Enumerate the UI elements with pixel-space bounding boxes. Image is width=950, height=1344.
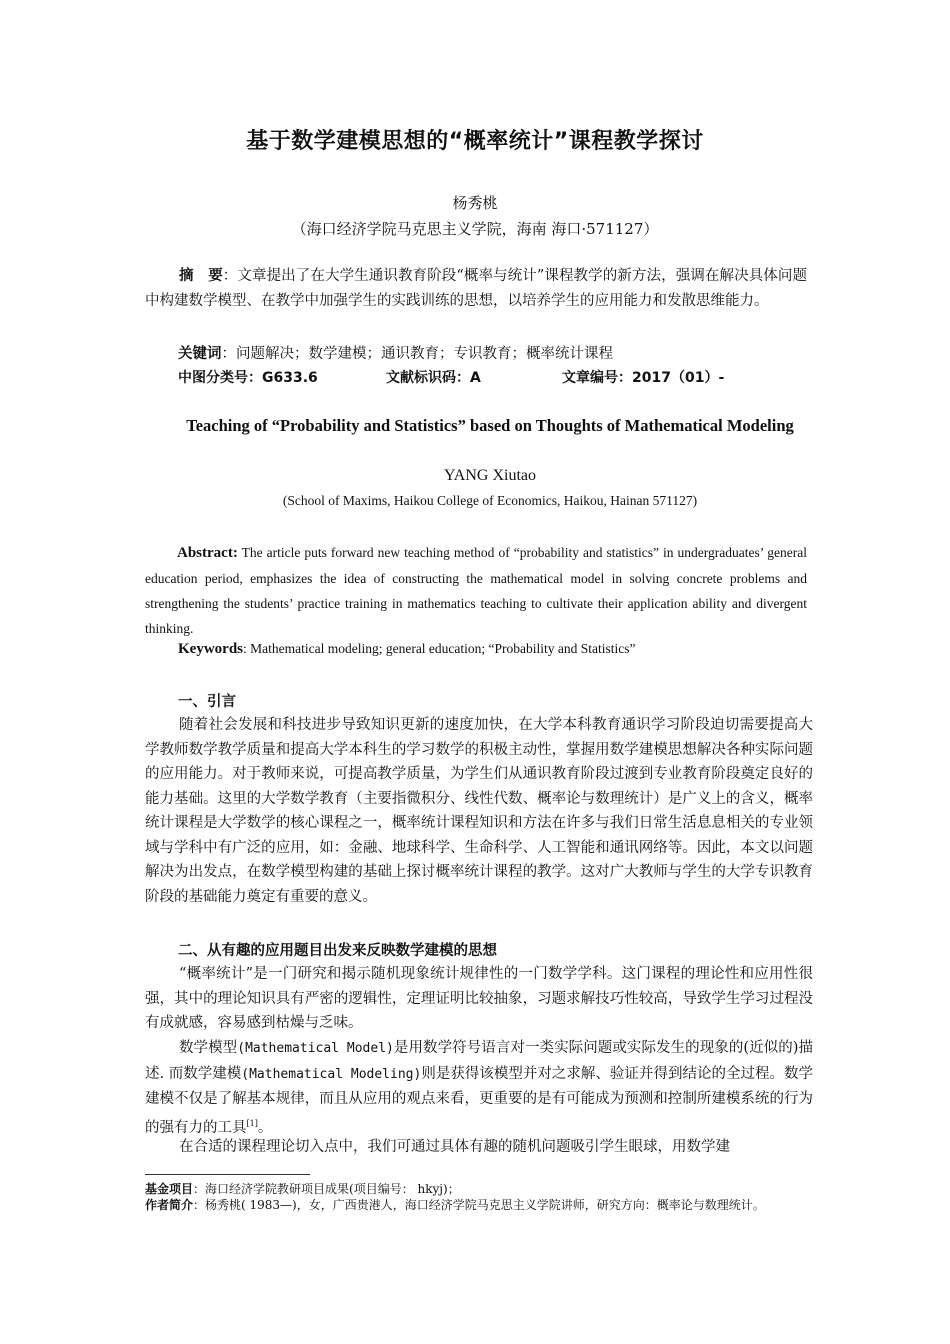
citation-ref[interactable]: [1]	[246, 1118, 258, 1128]
keywords-cn	[178, 342, 613, 363]
text-run: 是用数学符号语言对一类实际问题或实际发生的现象的	[393, 1040, 744, 1056]
footnote-fund-text: ：海口经济学院教研项目成果(项目编号： hkyj)；	[193, 1182, 460, 1196]
intro-paragraph: 随着社会发展和科技进步导致知识更新的速度加快，在大学本科教育通识学习阶段迫切需要提高大学教师数学教学质量和提高大学本科生的学习数学的积极主动性，掌握用数学建模思想解决各种实际问题的应用能力。对于教师来说，可提高教学质量，为学生们从通识教育阶段过渡到专业教育阶段奠定良好的能力基础。这里的大学数学教育（主要指微积分、线性代数、概率论与数理统计）是广义上的含义，概率统计课程是大学数学的核心课程之一，概率统计课程知识和方法在许多与我们日常生活息息相关的专业领域与学科中有广泛的应用，如：金融、地球科学、生命科学、人工智能和通讯网络等。因此，本文以问题解决为出发点，在数学模型构建的基础上探讨概率统计课程的教学。这对广大教师与学生的大学专识教育阶段的基础能力奠定有重要的意义。	[145, 717, 813, 905]
abstract-cn-label: 摘 要	[179, 268, 223, 284]
affiliation-cn: （海口经济学院马克思主义学院，海南 海口·571127）	[291, 220, 659, 238]
keywords-cn-label: 关键词	[178, 346, 222, 362]
text-run: 数学模型	[179, 1040, 238, 1056]
abstract-cn	[145, 264, 807, 314]
abstract-cn-text: ：文章提出了在大学生通识教育阶段“概率与统计”课程教学的新方法，强调在解决具体问题中构建数学模型、在教学中加强学生的实践训练的思想，以培养学生的应用能力和发散思维能力。	[145, 268, 807, 309]
text-run: 。	[257, 1119, 273, 1136]
footnote-author	[145, 1198, 815, 1212]
article-number: 文章编号：2017（01）-	[562, 370, 725, 386]
clc-number: 中图分类号：G633.6	[178, 370, 318, 386]
keywords-en-text: : Mathematical modeling; general education; “Probability and Statistics”	[243, 641, 636, 656]
abstract-en-label: Abstract:	[177, 545, 238, 561]
keywords-en	[178, 641, 636, 658]
document-code: 文献标识码：A	[386, 370, 481, 386]
footnote-fund-label: 基金项目	[145, 1182, 194, 1196]
text-run: 则是获得该模型并对之求解、验证并得到结论的全过程。数学建模不仅是了解基本规律，而且从应用的观点来看，更重要的是有可能成为预测和控制所建模系统的行为的强有力的工具	[145, 1065, 814, 1136]
section-heading-modeling: 二、从有趣的应用题目出发来反映数学建模的思想	[178, 943, 497, 959]
keywords-en-label: Keywords	[178, 641, 243, 657]
author-name-en: YANG Xiutao	[444, 467, 536, 484]
text-run: (近似的)描述. 而数学建模	[145, 1040, 813, 1082]
paper-title: 基于数学建模思想的“概率统计”课程教学探讨	[246, 129, 704, 154]
section-heading-intro: 一、引言	[178, 694, 236, 710]
text-run-mono: (Mathematical Modeling)	[241, 1066, 422, 1082]
modeling-paragraph-2	[145, 1036, 813, 1140]
keywords-cn-text: ：问题解决；数学建模；通识教育；专识教育；概率统计课程	[221, 346, 613, 362]
text-run-mono: (Mathematical Model)	[237, 1041, 394, 1056]
footnote-author-label: 作者简介	[145, 1198, 194, 1212]
paper-title-en: Teaching of “Probability and Statistics” based on Thoughts of Mathematical Modeling	[186, 416, 794, 435]
affiliation-en: (School of Maxims, Haikou College of Economics, Haikou, Hainan 571127)	[282, 493, 698, 508]
abstract-en	[145, 540, 807, 641]
modeling-paragraph-1: “概率统计”是一门研究和揭示随机现象统计规律性的一门数学学科。这门课程的理论性和应用性很强，其中的理论知识具有严密的逻辑性，定理证明比较抽象，习题求解技巧性较高，导致学生学习过程没有成就感，容易感到枯燥与乏味。	[145, 966, 813, 1031]
abstract-en-text: The article puts forward new teaching method of “probability and statistics” in undergraduates’ general education period, emphasizes the idea of constructing the mathematical model in solving concrete problems and strengthening the students’ practice training in mathematics teaching to cultivate their application ability and divergent thinking.	[145, 545, 807, 636]
footnote-author-text: ：杨秀桃( 1983—)，女，广西贵港人，海口经济学院马克思主义学院讲师，研究方向：概率论与数理统计。	[193, 1198, 765, 1212]
footnote-fund	[145, 1182, 815, 1196]
author-name-cn: 杨秀桃	[452, 194, 498, 212]
classification-line	[178, 367, 724, 387]
modeling-paragraph-3: 在合适的课程理论切入点中，我们可通过具体有趣的随机问题吸引学生眼球，用数学建	[179, 1139, 730, 1155]
footnote-divider	[145, 1174, 310, 1175]
